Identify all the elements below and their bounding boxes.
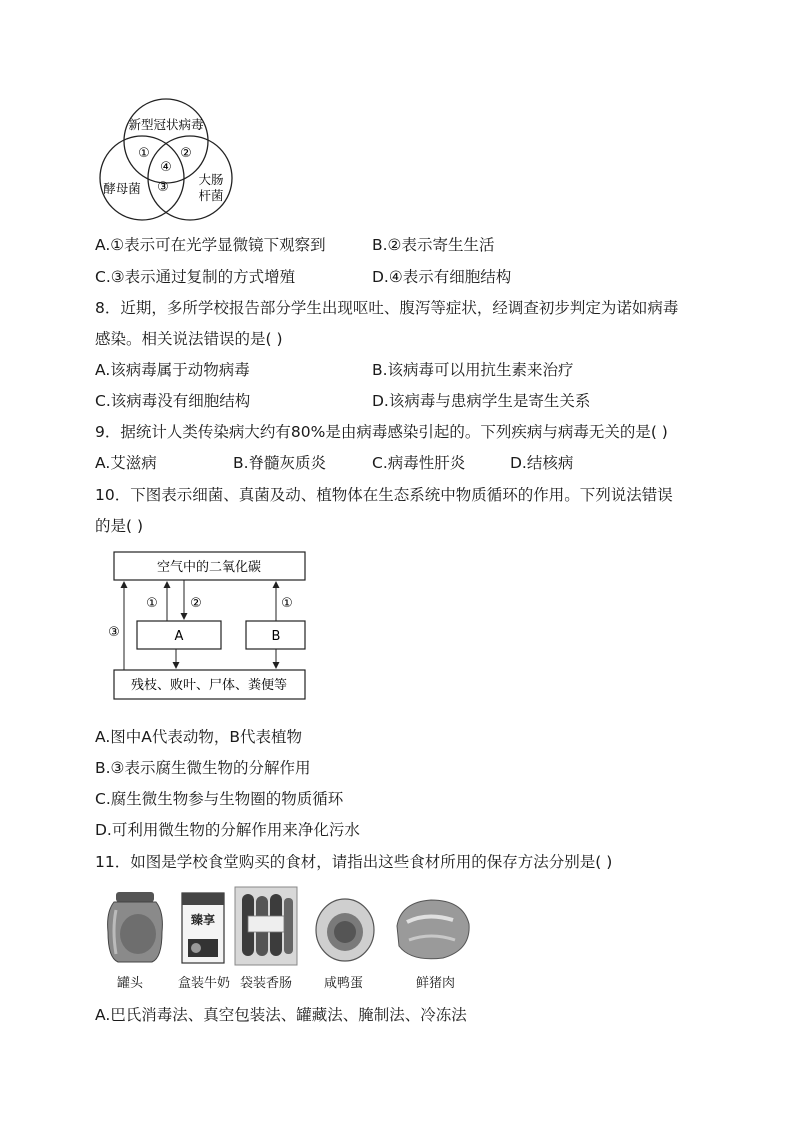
venn-label-yeast: 酵母菌 — [103, 181, 141, 196]
q11-stem: 11．如图是学校食堂购买的食材，请指出这些食材所用的保存方法分别是( ) — [95, 853, 613, 871]
q10-option-d: D.可利用微生物的分解作用来净化污水 — [95, 821, 360, 839]
q9-option-c: C.病毒性肝炎 — [372, 454, 466, 472]
q8-stem-line2: 感染。相关说法错误的是( ) — [95, 330, 283, 348]
q8-option-c: C.该病毒没有细胞结构 — [95, 392, 251, 410]
milk-box-image — [180, 891, 226, 965]
carbon-cycle-diagram — [100, 548, 312, 703]
milk-box-text: 臻享 — [190, 913, 216, 927]
q7-option-b: B.②表示寄生生活 — [372, 236, 495, 254]
venn-label-virus: 新型冠状病毒 — [128, 117, 204, 132]
q10-option-c: C.腐生微生物参与生物圈的物质循环 — [95, 790, 344, 808]
q8-option-b: B.该病毒可以用抗生素来治疗 — [372, 361, 574, 379]
q11-option-a: A.巴氏消毒法、真空包装法、罐藏法、腌制法、冷冻法 — [95, 1006, 467, 1024]
venn-region-4: ④ — [160, 160, 172, 175]
canned-jar-image — [104, 890, 166, 966]
q7-option-a: A.①表示可在光学显微镜下观察到 — [95, 236, 326, 254]
q9-stem: 9．据统计人类传染病大约有80%是由病毒感染引起的。下列疾病与病毒无关的是( ) — [95, 423, 668, 441]
bottom-box-label: 残枝、败叶、尸体、粪便等 — [130, 678, 288, 693]
arrow-label-2: ② — [190, 596, 202, 611]
food-label-pork: 鲜猪肉 — [416, 976, 456, 991]
q10-option-a: A.图中A代表动物，B代表植物 — [95, 728, 302, 746]
q7-option-c: C.③表示通过复制的方式增殖 — [95, 268, 296, 286]
venn-diagram — [96, 96, 236, 226]
arrow-label-3: ③ — [108, 625, 120, 640]
venn-region-3: ③ — [157, 180, 169, 195]
q8-option-d: D.该病毒与患病学生是寄生关系 — [372, 392, 591, 410]
arrow-label-1b: ① — [281, 596, 293, 611]
arrow-label-1a: ① — [146, 596, 158, 611]
venn-label-ecoli-2: 杆菌 — [198, 188, 224, 203]
pork-image — [391, 896, 473, 962]
q9-option-a: A.艾滋病 — [95, 454, 157, 472]
q8-option-a: A.该病毒属于动物病毒 — [95, 361, 250, 379]
q10-stem-line2: 的是( ) — [95, 517, 144, 535]
top-box-label: 空气中的二氧化碳 — [156, 560, 262, 575]
q9-option-b: B.脊髓灰质炎 — [233, 454, 327, 472]
food-label-egg: 咸鸭蛋 — [324, 976, 364, 991]
q10-option-b: B.③表示腐生微生物的分解作用 — [95, 759, 311, 777]
q10-stem-line1: 10．下图表示细菌、真菌及动、植物体在生态系统中物质循环的作用。下列说法错误 — [95, 486, 673, 504]
salted-egg-image — [313, 894, 377, 964]
box-a-label: A — [174, 629, 184, 644]
q9-option-d: D.结核病 — [510, 454, 574, 472]
box-b-label: B — [271, 629, 281, 644]
q8-stem-line1: 8．近期，多所学校报告部分学生出现呕吐、腹泻等症状，经调查初步判定为诺如病毒 — [95, 299, 679, 317]
venn-region-1: ① — [138, 146, 150, 161]
food-label-sausage: 袋装香肠 — [240, 976, 293, 991]
food-label-milk: 盒装牛奶 — [178, 976, 231, 991]
q7-option-d: D.④表示有细胞结构 — [372, 268, 512, 286]
sausage-bag-image — [234, 886, 298, 966]
food-label-canned: 罐头 — [117, 976, 144, 991]
venn-region-2: ② — [180, 146, 192, 161]
venn-label-ecoli-1: 大肠 — [198, 172, 224, 187]
